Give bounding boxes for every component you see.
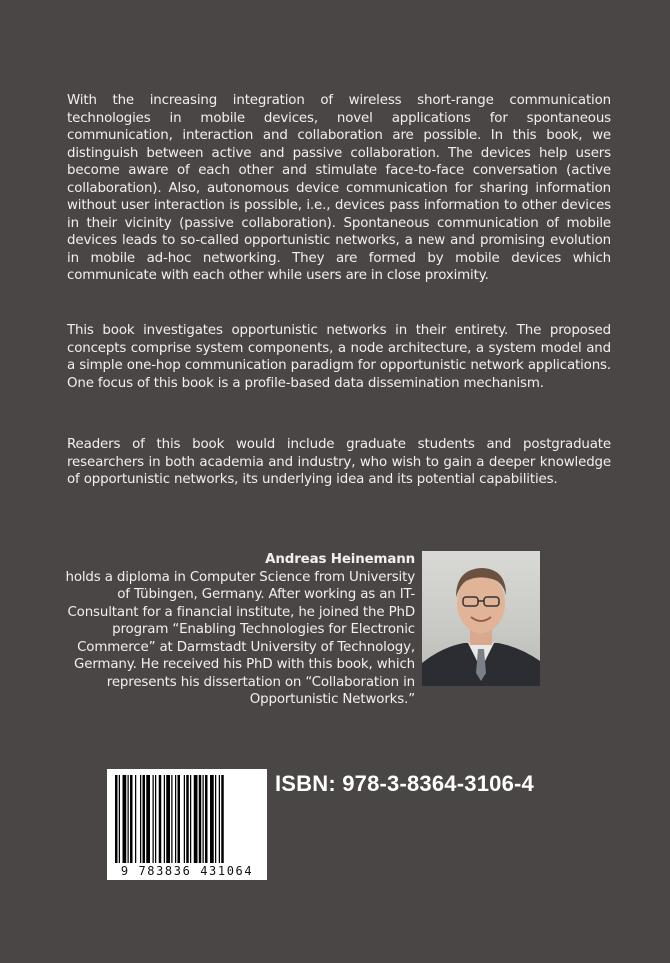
blurb-paragraph-3: Readers of this book would include graduate students and postgraduate researchers in both academia and industry, who wish to gain a deeper knowledge of opportunistic networks, its underlying idea and its potential capabilities. [67, 437, 611, 487]
barcode [107, 769, 267, 880]
author-portrait [422, 551, 540, 686]
author-bio-text: holds a diploma in Computer Science from University of Tübingen, Germany. After working as an IT-Consultant for a financial institute, he joined the PhD program “Enabling Technologies for Electronic Commerce” at Darmstadt University of Technology, Germany. He received his PhD with this book, which represents his dissertation on “Collaboration in Opportunistic Networks.” [65, 569, 415, 707]
blurb-paragraph-1: With the increasing integration of wireless short-range communication technologies in mobile devices, novel applications for spontaneous communication, interaction and collaboration are possible. In this book, we distinguish between active and passive collaboration. The devices help users become aware of each other and stimulate face-to-face conversation (active collaboration). Also, autonomous device communication for sharing information without user interaction is possible, i.e., devices pass information to other devices in their vicinity (passive collaboration). Spontaneous communication of mobile devices leads to so-called opportunistic networks, a new and promising evolution in mobile ad-hoc networking. They are formed by mobile devices which communicate with each other while users are in close proximity. [67, 93, 611, 283]
author-bio [60, 551, 415, 709]
author-name: Andreas Heinemann [265, 552, 415, 567]
author-portrait-image [422, 551, 540, 686]
isbn-label: ISBN: 978-3-8364-3106-4 [275, 771, 534, 796]
blurb-paragraph-2: This book investigates opportunistic networks in their entirety. The proposed concepts comprise system components, a node architecture, a system model and a simple one-hop communication paradigm for opportunistic network applications. One focus of this book is a profile-based data dissemination mechanism. [67, 323, 611, 391]
barcode-digits: 9 783836 431064 [120, 864, 254, 878]
barcode-bars [113, 775, 261, 863]
